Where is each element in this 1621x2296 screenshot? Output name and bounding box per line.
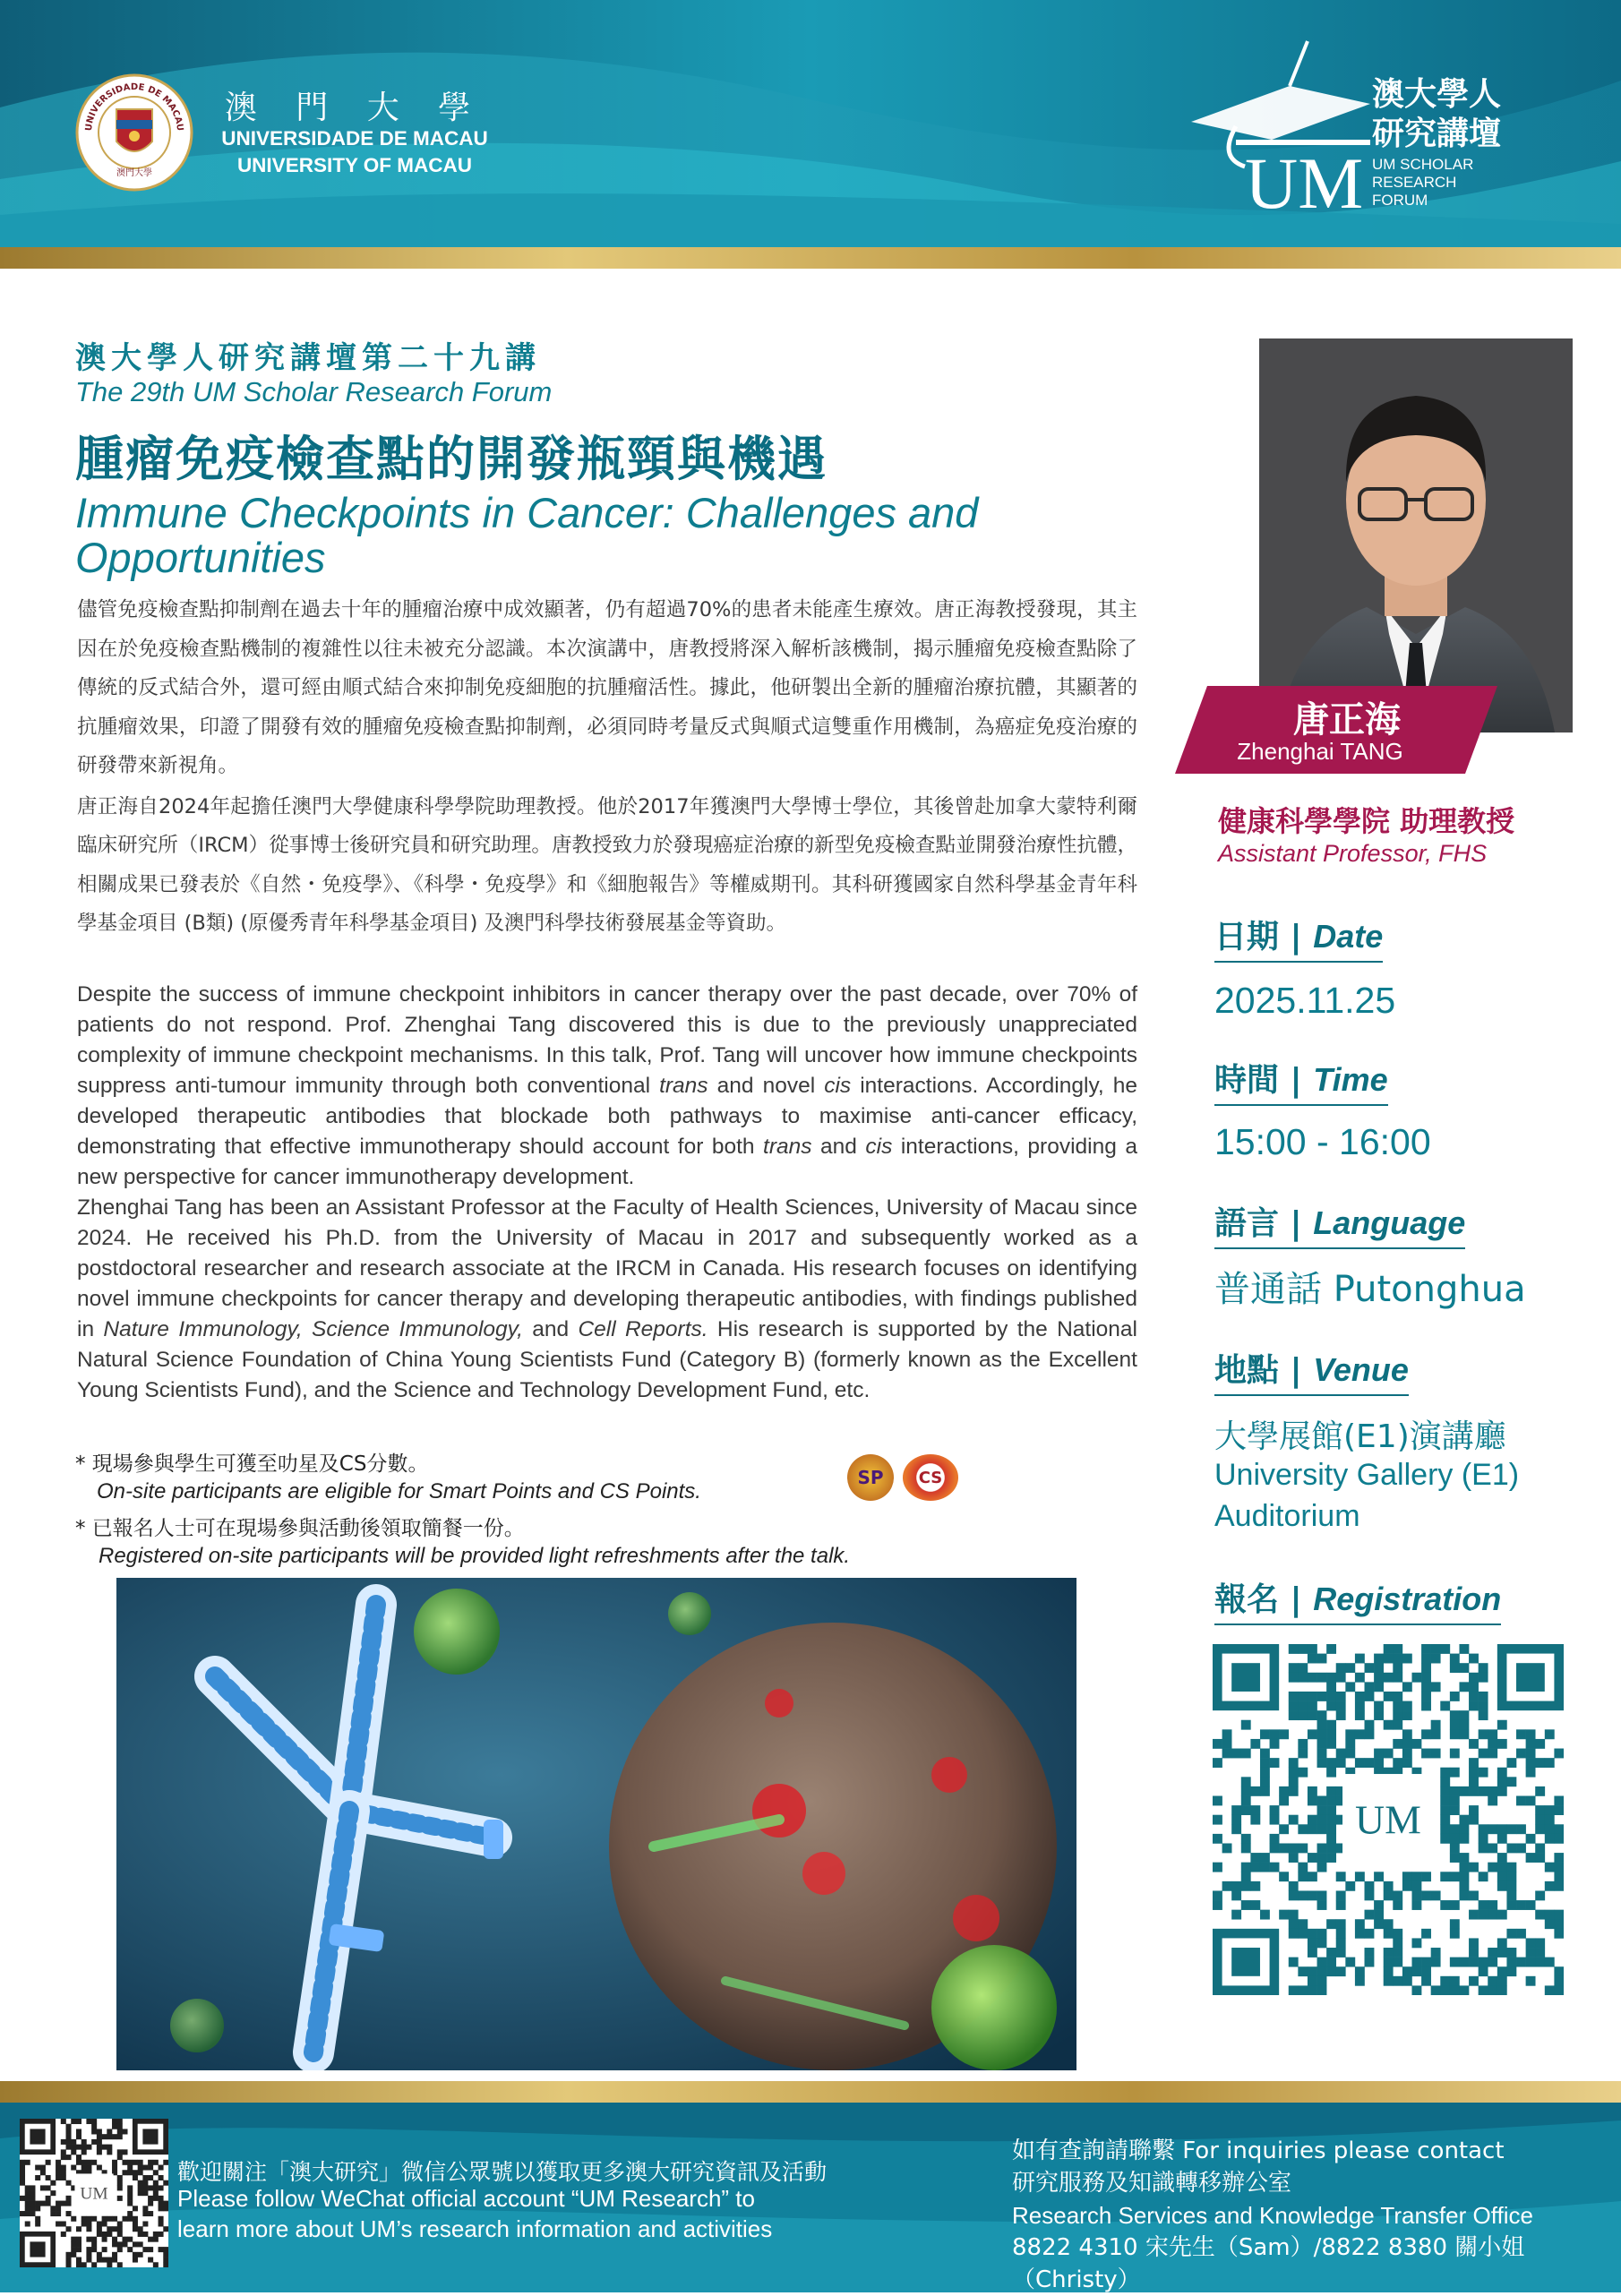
abstract-en-italic-cis: cis [824,1074,852,1098]
speaker-portrait [1259,338,1573,732]
smart-points-badge-icon [847,1454,894,1501]
time-label-zh: 時間 [1214,1062,1280,1099]
abstract-en-text: and [811,1135,866,1159]
talk-title-english-line1: Immune Checkpoints in Cancer: Challenges and [75,489,979,536]
venue-english-line2: Auditorium [1214,1499,1360,1533]
abstract-chinese [77,591,1137,944]
venue-label: 地點 | Venue [1214,1345,1409,1396]
contact-line-2: 研究服務及知識轉移辦公室 [1012,2170,1292,2197]
cs-points-badge-icon [903,1454,958,1501]
wechat-qr-code[interactable] [20,2119,168,2267]
seal-ring-text: UNIVERSIDADE DE MACAU [83,81,185,132]
time-label-en: Time [1313,1061,1388,1098]
series-title-chinese: 澳大學人研究講壇第二十九講 [75,340,541,376]
forum-logo-zh-line2: 研究講壇 [1372,116,1502,152]
talk-title-chinese: 腫瘤免疫檢查點的開發瓶頸與機遇 [75,431,828,487]
abstract-en-italic-trans: trans [763,1135,812,1159]
abstract-english-paragraph-1 [77,980,1137,1193]
um-name-chinese: 澳 門 大 學 [224,90,485,126]
um-seal-logo [75,73,193,192]
speaker-title-chinese: 健康科學學院 助理教授 [1218,804,1515,838]
time-value: 15:00 - 16:00 [1214,1121,1431,1162]
date-label-zh: 日期 [1214,919,1280,955]
um-name-english: UNIVERSITY OF MACAU [236,154,473,176]
abstract-chinese-paragraph-1: 儘管免疫檢查點抑制劑在過去十年的腫瘤治療中成效顯著，仍有超過70%的患者未能產生療效。唐正海教授發現，其主因在於免疫檢查點機制的複雜性以往未被充分認識。本次演講中，唐教授將深入解析該機制，揭示腫瘤免疫檢查點除了傳統的反式結合外，還可經由順式結合來抑制免疫細胞的抗腫瘤活性。據此，他研製出全新的腫瘤治療抗體，其顯著的抗腫瘤效果，印證了開發有效的腫瘤免疫檢查點抑制劑，必須同時考量反式與順式這雙重作用機制，為癌症免疫治療的研發帶來新視角。 [77,598,1137,777]
wechat-notice-english-line2: learn more about UM’s research information and activities [177,2215,773,2242]
venue-english-line1: University Gallery (E1) [1214,1458,1520,1492]
speaker-name-chinese: 唐正海 [1293,699,1401,741]
language-value: 普通話 Putonghua [1214,1269,1526,1310]
note-1-chinese: * 現場參與學生可獲至叻星及CS分數。 [75,1452,429,1476]
talk-title-english-line2: Opportunities [75,534,326,581]
contact-line-4: 8822 4310 宋先生（Sam）/8822 8380 關小姐（Christy） [1012,2234,1525,2293]
abstract-en-text: interactions, providing a new perspective for cancer immunotherapy development. [77,1135,1137,1189]
abstract-english-paragraph-2 [77,1193,1137,1406]
antibody-tumor-illustration [116,1578,1076,2070]
language-label-zh: 語言 [1214,1205,1280,1242]
forum-logo-zh-line1: 澳大學人 [1372,76,1502,113]
abstract-en-text: Despite the success of immune checkpoint inhibitors in cancer therapy over the past decade, over 70% of patients do not respond. Prof. Zhenghai Tang discovered this is due to the previously unappreciated complexity of immune checkpoint mechanisms. In this talk, Prof. Tang will uncover how immune checkpoints suppress anti-tumour immunity through both conventional [77,982,1137,1098]
abstract-chinese-paragraph-2: 唐正海自2024年起擔任澳門大學健康科學學院助理教授。他於2017年獲澳門大學博士學位，其後曾赴加拿大蒙特利爾臨床研究所（IRCM）從事博士後研究員和研究助理。唐教授致力於發現癌症治療的新型免疫檢查點並開發治療性抗體，相關成果已發表於《自然・免疫學》、《科學・免疫學》和《細胞報告》等權威期刊。其科研獲國家自然科學基金青年科學基金項目 (B類) (原優秀青年科學基金項目) 及澳門科學技術發展基金等資助。 [77,794,1137,935]
forum-logo-en-line3: FORUM [1372,192,1428,209]
forum-logo-english [1372,156,1473,210]
qr-logo-label: UM [80,2184,108,2204]
footer-gold-band [0,2081,1621,2103]
abstract-english [77,980,1137,1406]
um-name-portuguese: UNIVERSIDADE DE MACAU [221,127,488,150]
registration-label: 報名 | Registration [1214,1574,1501,1625]
forum-logo-chinese [1372,75,1501,154]
seal-bottom-text: 澳門大學 [116,168,152,178]
forum-logo-en-line1: UM SCHOLAR [1372,156,1474,173]
talk-title-english [75,491,978,580]
cs-points-badge-label: CS [918,1468,943,1487]
note-1-english: On-site participants are eligible for Smart Points and CS Points. [97,1479,701,1504]
registration-label-en: Registration [1313,1581,1502,1617]
header-banner [0,0,1621,269]
contact-line-1: 如有查詢請聯繫 For inquiries please contact [1012,2138,1505,2164]
abstract-en-text: interactions. Accordingly, he developed therapeutic antibodies that blockade both pathways to maximise anti-cancer efficacy, demonstrating that effective immunotherapy should account for both [77,1074,1137,1159]
smart-points-badge-label: SP [857,1467,884,1488]
registration-label-zh: 報名 [1214,1581,1280,1618]
note-2-english: Registered on-site participants will be provided light refreshments after the talk. [99,1544,851,1568]
date-label-en: Date [1313,918,1384,955]
abstract-en-italic-trans: trans [659,1074,708,1098]
date-label: 日期 | Date [1214,912,1383,963]
forum-logo-mark [1182,32,1379,211]
wechat-notice-english-line1: Please follow WeChat official account “UM Research” to [177,2185,755,2212]
qr-logo-label: UM [1355,1796,1421,1843]
language-label-en: Language [1313,1204,1466,1241]
venue-chinese: 大學展館(E1)演講廳 [1214,1418,1506,1455]
contact-line-3: Research Services and Knowledge Transfer Office [1012,2202,1533,2229]
abstract-en-italic-cis: cis [865,1135,893,1159]
abstract-en-text: His research is supported by the National Natural Science Foundation of China Young Scientists Fund (Category B) (formerly known as the Excellent Young Scientists Fund), and the Science and Technology Development Fund, etc. [77,1317,1137,1402]
abstract-en-text: and [522,1317,579,1341]
series-title-english: The 29th UM Scholar Research Forum [75,376,553,407]
language-label: 語言 | Language [1214,1198,1465,1249]
date-value: 2025.11.25 [1214,980,1396,1021]
abstract-en-italic-journal: Cell Reports. [578,1317,708,1341]
abstract-en-text: Zhenghai Tang has been an Assistant Professor at the Faculty of Health Sciences, University of Macau since 2024. He received his Ph.D. from the University of Macau in 2017 and subsequently worked as a postdoctoral researcher and research associate at the IRCM in Canada. His research focuses on identifying novel immune checkpoints for cancer therapy and developing therapeutic antibodies, with findings published in [77,1195,1137,1341]
abstract-en-italic-journals: Nature Immunology, Science Immunology, [103,1317,523,1341]
venue-label-en: Venue [1313,1351,1409,1388]
contact-block [1012,2135,1621,2296]
time-label: 時間 | Time [1214,1055,1388,1106]
wechat-notice-chinese: 歡迎關注「澳大研究」微信公眾號以獲取更多澳大研究資訊及活動 [177,2159,828,2185]
forum-logo-letters: UM [1245,142,1364,211]
header-gold-band [0,247,1621,269]
venue-label-zh: 地點 [1214,1352,1280,1389]
forum-logo-en-line2: RESEARCH [1372,174,1457,191]
abstract-en-text: and novel [708,1074,825,1098]
speaker-name-english: Zhenghai TANG [1237,738,1403,765]
speaker-title-english: Assistant Professor, FHS [1218,840,1488,867]
registration-qr-code[interactable] [1213,1644,1564,1995]
note-2-chinese: * 已報名人士可在現場參與活動後領取簡餐一份。 [75,1517,525,1540]
